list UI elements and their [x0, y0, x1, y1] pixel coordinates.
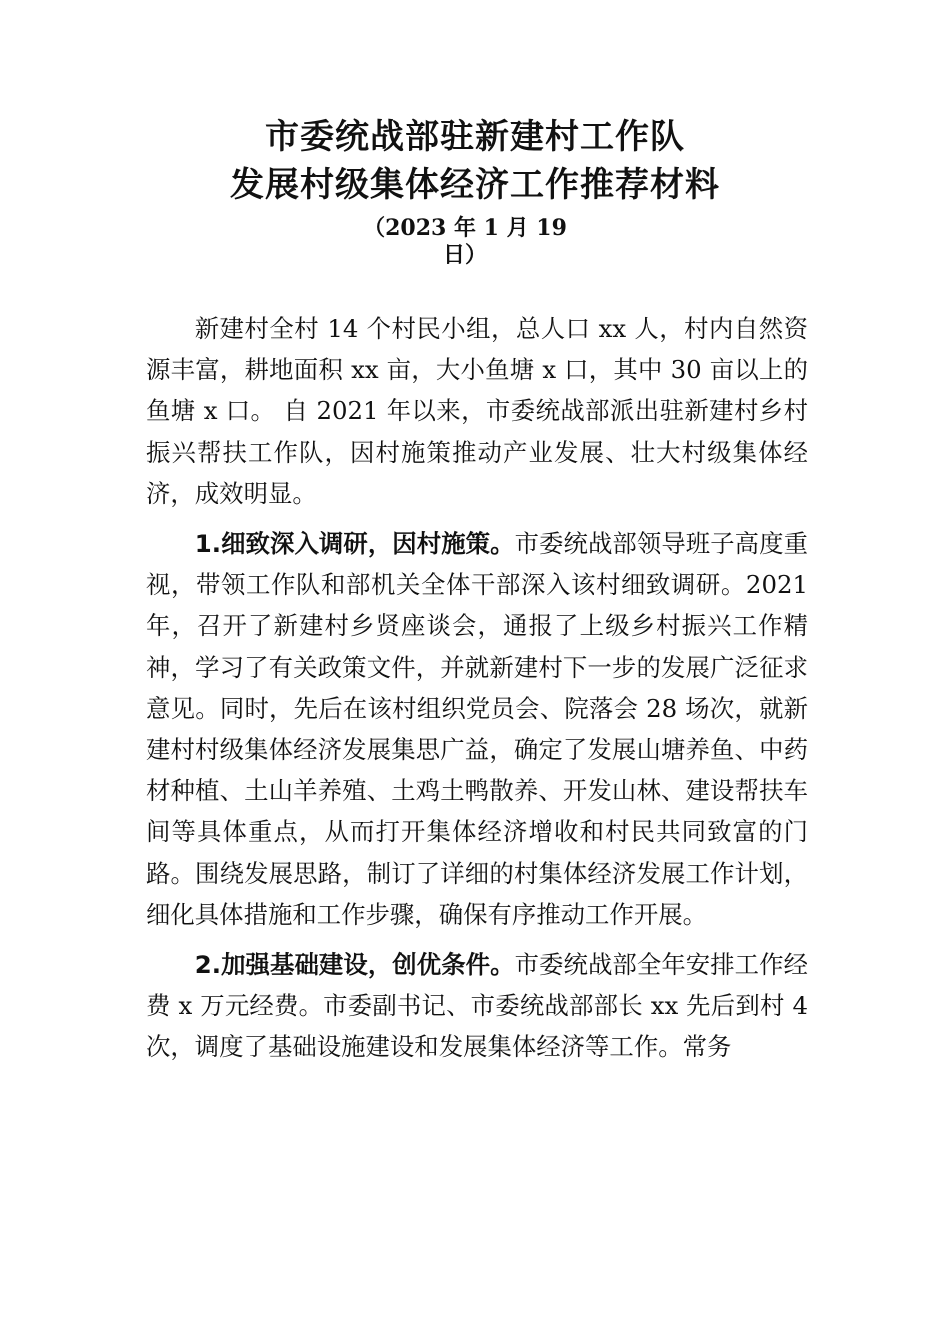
document-body — [146, 308, 808, 1068]
document-date-line-1: （2023 年 1 月 19 — [363, 215, 567, 241]
document-title-line-1: 市委统战部驻新建村工作队 — [265, 117, 685, 157]
document-date-line-2: 日） — [442, 242, 487, 268]
paragraph-section-1 — [146, 523, 808, 935]
paragraph-section-2 — [146, 944, 808, 1068]
document-title-line-2: 发展村级集体经济工作推荐材料 — [230, 165, 720, 205]
section-2-text: 市委统战部全年安排工作经费 x 万元经费。市委副书记、市委统战部部长 xx 先后到村 4 次，调度了基础设施建设和发展集体经济等工作。常务 — [146, 950, 808, 1062]
paragraph-intro — [146, 308, 808, 514]
section-1-text: 市委统战部领导班子高度重视，带领工作队和部机关全体干部深入该村细致调研。2021 年，召开了新建村乡贤座谈会，通报了上级乡村振兴工作精神，学习了有关政策文件，并就新建村下一步的发展广泛征求意见。同时，先后在该村组织党员会、院落会 28 场次，就新建村村级集体经济发展集思广益，确定了发展山塘养鱼、中药材种植、土山羊养殖、土鸡土鸭散养、开发山林、建设帮扶车间等具体重点，从而打开集体经济增收和村民共同致富的门路。围绕发展思路，制订了详细的村集体经济发展工作计划，细化具体措施和工作步骤，确保有序推动工作开展。 — [146, 529, 808, 929]
section-1-heading: 1.细致深入调研，因村施策。 — [194, 529, 515, 559]
document-date — [355, 215, 575, 269]
section-2-heading: 2.加强基础建设，创优条件。 — [194, 950, 515, 980]
paragraph-intro-text: 新建村全村 14 个村民小组，总人口 xx 人，村内自然资源丰富，耕地面积 xx 亩，大小鱼塘 x 口，其中 30 亩以上的鱼塘 x 口。 自 2021 年以来，市委统战部派出驻新建村乡村振兴帮扶工作队，因村施策推动产业发展、壮大村级集体经济，成效明显。 — [146, 314, 808, 508]
